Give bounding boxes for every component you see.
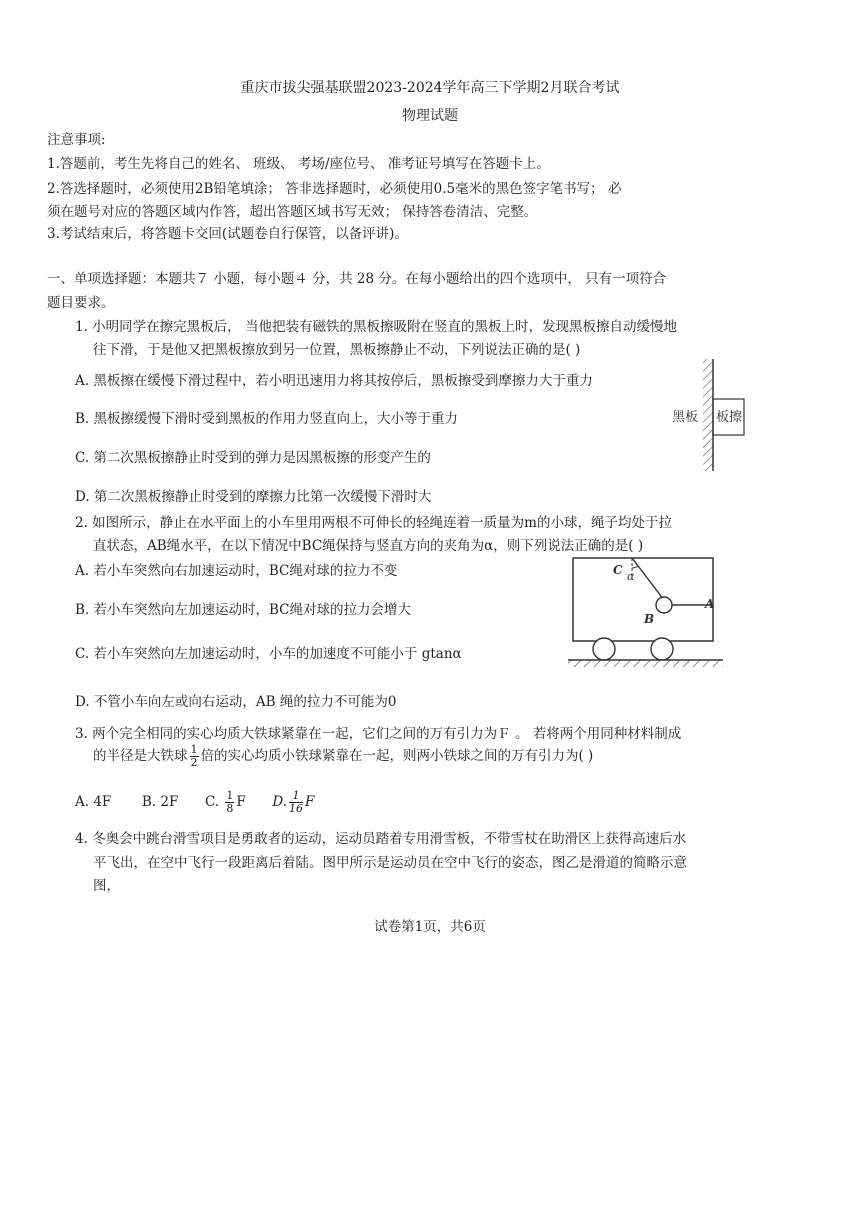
q2-stem: 2. 如图所示，静止在水平面上的小车里用两根不可伸长的轻绳连着一质量为m的小球，绳子均处于拉 [75, 515, 672, 531]
exam-title: 重庆市拔尖强基联盟2023-2024学年高三下学期2月联合考试 [240, 80, 620, 96]
wheel-left [593, 638, 615, 660]
q1-option-c: C. 第二次黑板擦静止时受到的弹力是因黑板擦的形变产生的 [75, 450, 431, 466]
wheel-right [651, 638, 673, 660]
q3-option-d: D. $\frac{1}{16}$ F [272, 789, 315, 815]
section-heading-cont: 题目要求。 [47, 295, 115, 311]
q1-stem: 1. 小明同学在擦完黑板后， 当他把装有磁铁的黑板擦吸附在竖直的黑板上时，发现黑板擦自动缓慢地 [75, 319, 677, 335]
cart-body [573, 558, 713, 641]
q2-stem-cont: 直状态，AB绳水平，在以下情况中BC绳保持与竖直方向的夹角为α，则下列说法正确的是( ) [93, 538, 644, 554]
q2-option-c: C. 若小车突然向左加速运动时，小车的加速度不可能小于 gtanα [75, 646, 462, 662]
q1-option-a: A. 黑板擦在缓慢下滑过程中，若小明迅速用力将其按停后，黑板擦受到摩擦力大于重力 [75, 373, 593, 389]
ground-hatch [568, 660, 723, 667]
q3-stem: 3. 两个完全相同的实心均质大铁球紧靠在一起，它们之间的万有引力为Ｆ 。 若将两个用同种材料制成 [75, 726, 682, 742]
q4-stem-cont: 平飞出，在空中飞行一段距离后着陆。图甲所示是运动员在空中飞行的姿态，图乙是滑道的简略示意 [93, 855, 687, 871]
q3-stem-cont [93, 744, 593, 769]
notes-item: 须在题号对应的答题区域内作答，超出答题区域书写无效； 保持答卷清洁、完整。 [47, 204, 538, 220]
notes-item: 1.答题前，考生先将自己的姓名、 班级、 考场/座位号、 准考证号填写在答题卡上。 [47, 156, 550, 172]
q3-stem-post: 倍的实心均质小铁球紧靠在一起，则两小铁球之间的万有引力为( ) [200, 748, 594, 764]
notes-heading: 注意事项: [47, 132, 106, 148]
q3-option-c: C. $\frac{1}{8}$ F [204, 789, 246, 815]
section-heading: 一、单项选择题：本题共７ 小题，每小题４ 分，共 28 分。在每小题给出的四个选项中， 只有一项符合 [47, 271, 667, 287]
subject-title: 物理试题 [402, 108, 458, 124]
q4-stem-cont2: 图， [93, 878, 120, 894]
eraser-label: 板擦 [716, 410, 743, 425]
q3-option-a: A. 4F [75, 794, 112, 810]
q3-stem-pre: 的半径是大铁球 [93, 748, 188, 764]
notes-item: 2.答选择题时，必须使用2B铅笔填涂； 答非选择题时，必须使用0.5毫米的黑色签字笔书写； 必 [47, 181, 622, 197]
q1-option-b: B. 黑板擦缓慢下滑时受到黑板的作用力竖直向上，大小等于重力 [75, 411, 459, 427]
label-c: C [613, 563, 623, 577]
rope-bc [632, 558, 664, 600]
ball [656, 597, 672, 613]
q2-option-b: B. 若小车突然向左加速运动时，BC绳对球的拉力会增大 [75, 602, 412, 618]
board-label: 黑板 [672, 410, 699, 425]
notes-item: 3.考试结束后，将答题卡交回(试题卷自行保管，以备评讲)。 [47, 226, 408, 242]
q1-figure-blackboard [668, 355, 788, 475]
q3-options [75, 790, 314, 815]
q1-option-d: D. 第二次黑板擦静止时受到的摩擦力比第一次缓慢下滑时大 [75, 489, 432, 505]
label-alpha: α [627, 570, 635, 583]
q3-fraction: $\frac{1}{2}$ [190, 743, 198, 769]
q2-figure-cart [560, 552, 730, 672]
blackboard-hatch [703, 359, 713, 471]
label-b: B [644, 612, 655, 626]
page-footer: 试卷第1页，共6页 [374, 919, 486, 935]
q4-stem: 4. 冬奥会中跳台滑雪项目是勇敢者的运动，运动员踏着专用滑雪板，不带雪杖在助滑区上获得高速后水 [75, 831, 687, 847]
q1-stem-cont: 往下滑，于是他又把黑板擦放到另一位置，黑板擦静止不动，下列说法正确的是( ) [93, 342, 581, 358]
q2-option-d: D. 不管小车向左或向右运动，AB 绳的拉力不可能为0 [75, 694, 397, 710]
q2-option-a: A. 若小车突然向右加速运动时，BC绳对球的拉力不变 [75, 563, 398, 579]
label-a: A [705, 597, 715, 611]
q3-option-b: B. 2F [141, 794, 179, 810]
angle-arc [632, 566, 638, 568]
